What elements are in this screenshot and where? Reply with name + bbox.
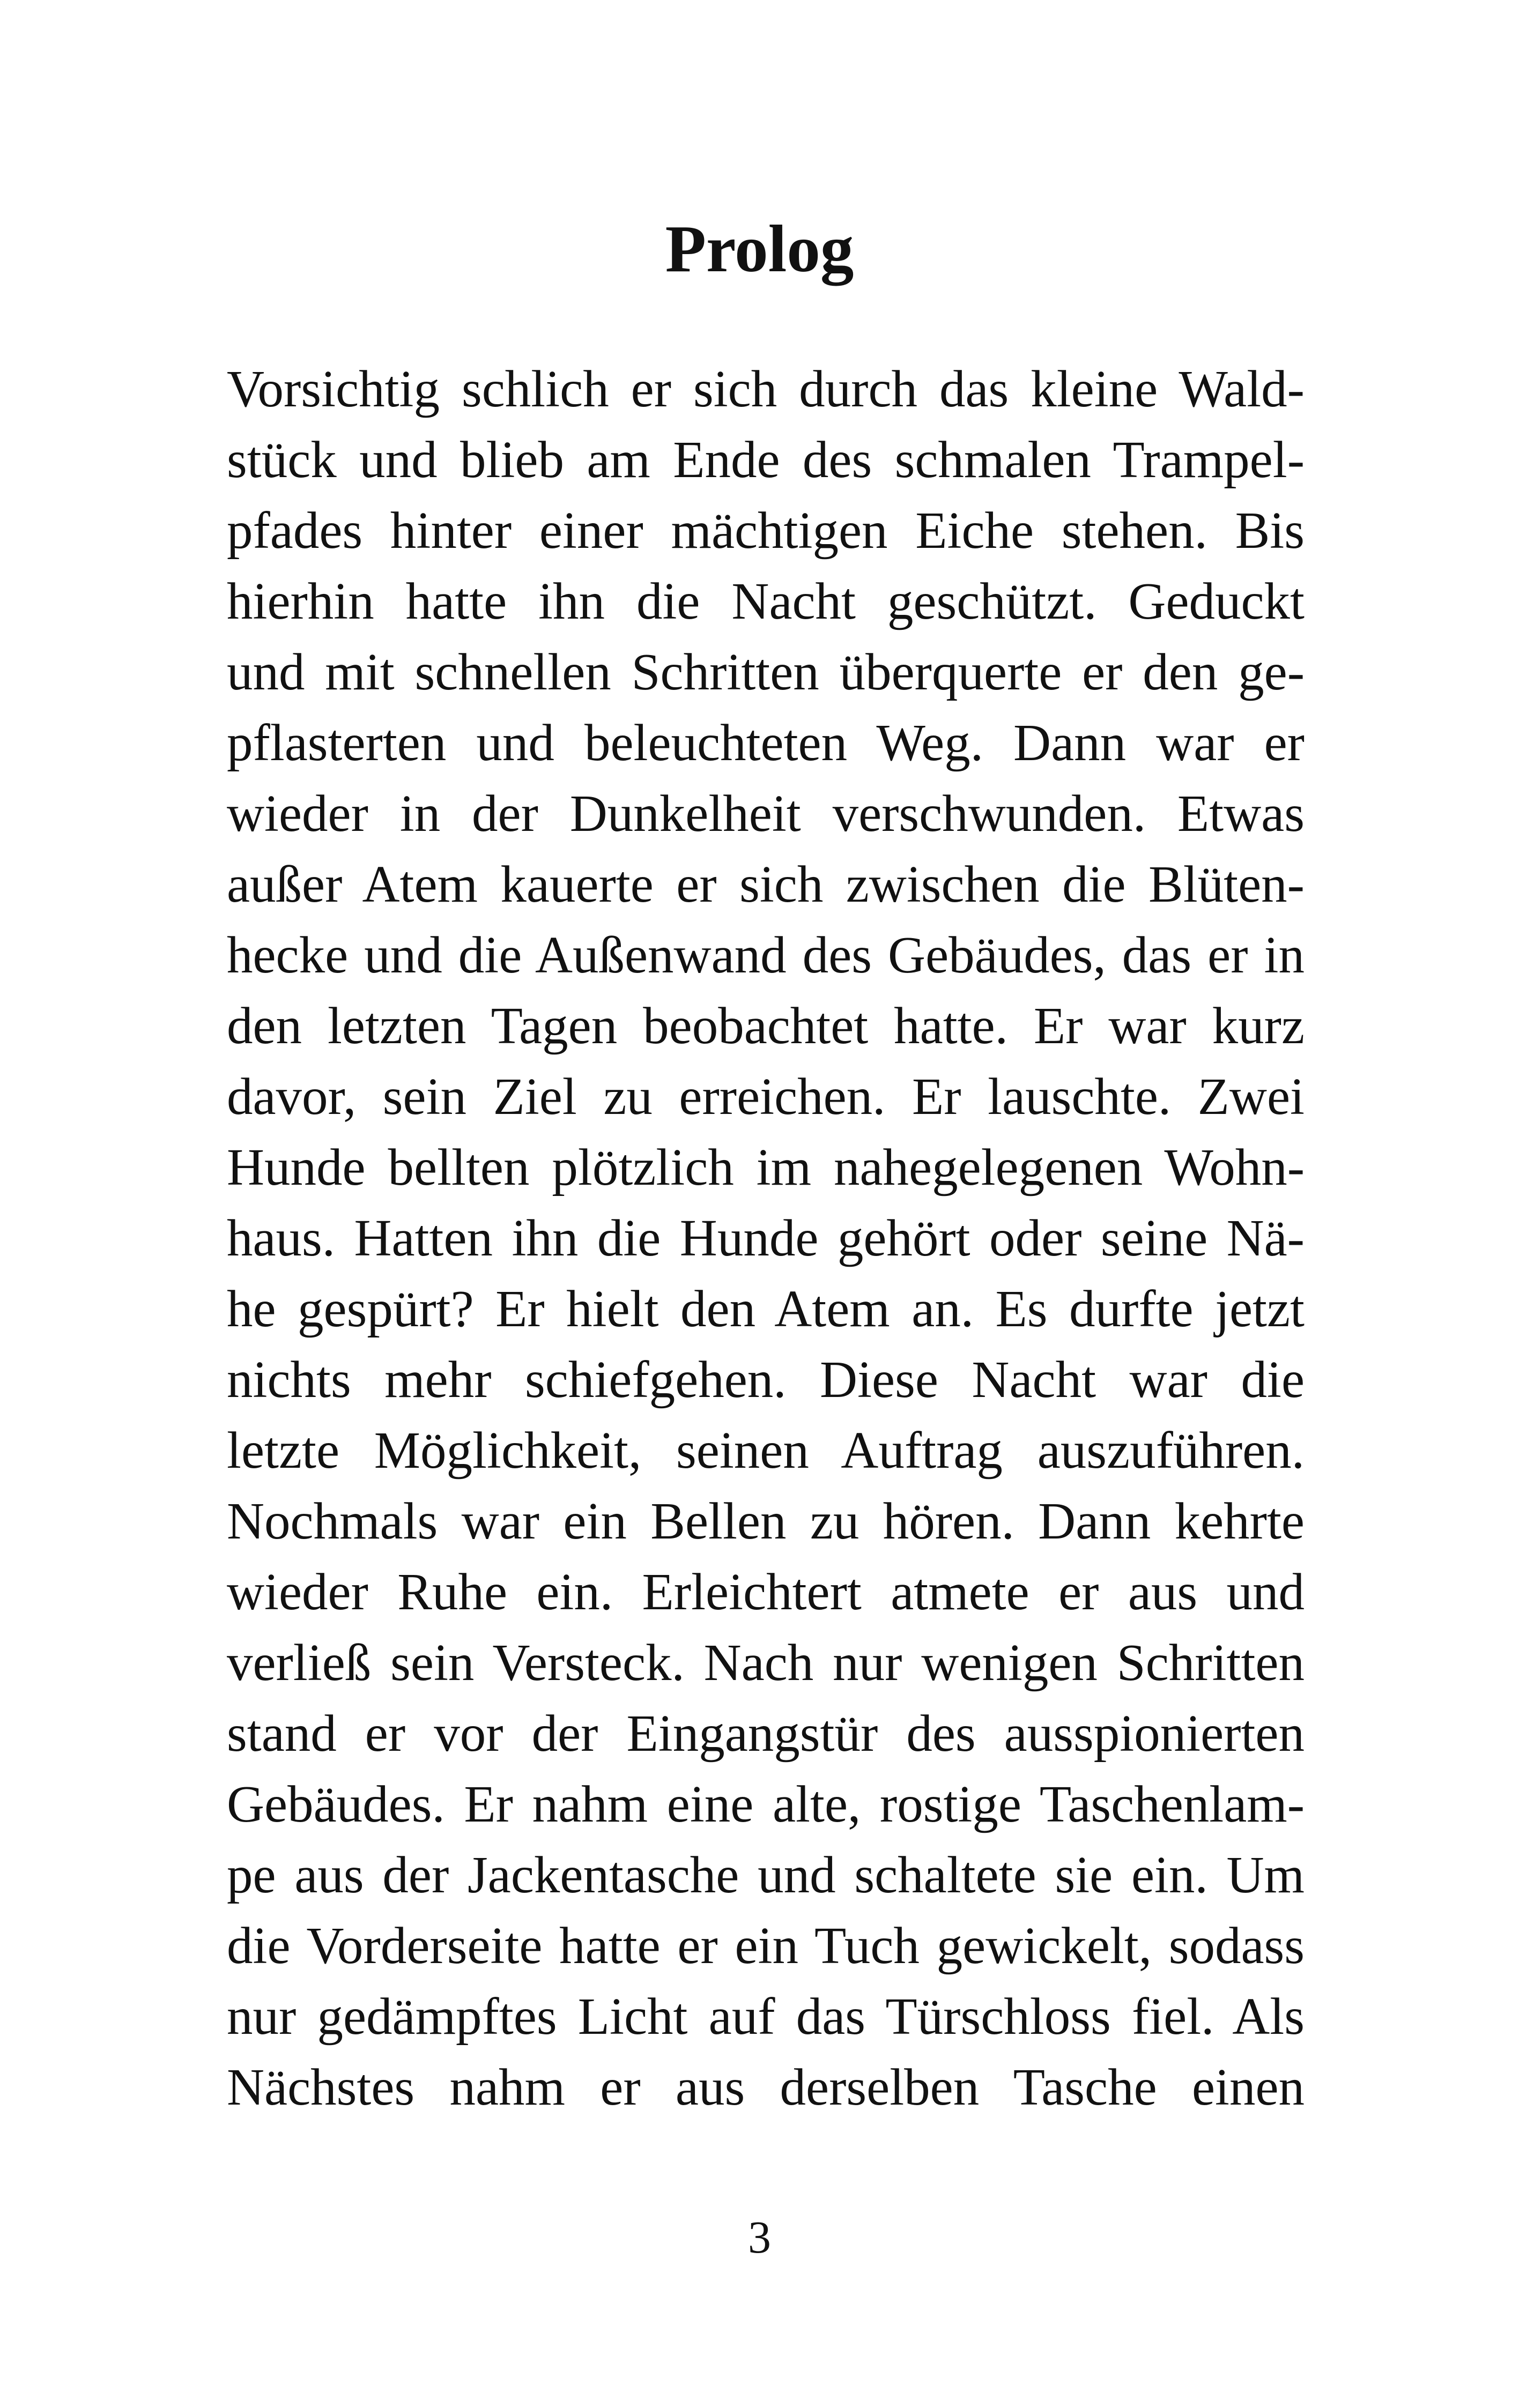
text-line: wieder Ruhe ein. Erleichtert atmete er aus und bbox=[227, 1563, 1305, 1621]
text-line: davor, sein Ziel zu erreichen. Er lauschte. Zwei bbox=[227, 1068, 1305, 1125]
text-line: verließ sein Versteck. Nach nur wenigen Schritten bbox=[227, 1634, 1305, 1691]
text-line: nur gedämpftes Licht auf das Türschloss fiel. Als bbox=[227, 1988, 1305, 2045]
text-line: pflasterten und beleuchteten Weg. Dann war er bbox=[227, 714, 1305, 771]
text-line: hierhin hatte ihn die Nacht geschützt. Geduckt bbox=[227, 573, 1305, 630]
text-line: Nochmals war ein Bellen zu hören. Dann kehrte bbox=[227, 1492, 1305, 1550]
chapter-body-text bbox=[227, 354, 1305, 2123]
text-line: haus. Hatten ihn die Hunde gehört oder seine Nä- bbox=[227, 1209, 1305, 1267]
page-number: 3 bbox=[748, 2211, 771, 2263]
text-line: pfades hinter einer mächtigen Eiche stehen. Bis bbox=[227, 502, 1305, 559]
text-line: nichts mehr schiefgehen. Diese Nacht war die bbox=[227, 1351, 1305, 1408]
text-line: den letzten Tagen beobachtet hatte. Er war kurz bbox=[227, 997, 1305, 1054]
chapter-title: Prolog bbox=[665, 212, 854, 286]
text-line: pe aus der Jackentasche und schaltete sie ein. Um bbox=[227, 1846, 1305, 1904]
text-line: he gespürt? Er hielt den Atem an. Es durfte jetzt bbox=[227, 1280, 1305, 1337]
text-line: wieder in der Dunkelheit verschwunden. Etwas bbox=[227, 785, 1305, 842]
text-line: und mit schnellen Schritten überquerte er den ge- bbox=[227, 643, 1305, 701]
text-line: die Vorderseite hatte er ein Tuch gewickelt, sodass bbox=[227, 1917, 1305, 1974]
text-line: Gebäudes. Er nahm eine alte, rostige Taschenlam- bbox=[227, 1775, 1305, 1833]
text-line: außer Atem kauerte er sich zwischen die Blüten- bbox=[227, 856, 1305, 913]
text-line: stück und blieb am Ende des schmalen Trampel- bbox=[227, 431, 1305, 488]
text-line: Vorsichtig schlich er sich durch das kleine Wald- bbox=[227, 360, 1305, 418]
text-line: Hunde bellten plötzlich im nahegelegenen Wohn- bbox=[227, 1139, 1305, 1196]
text-line: Nächstes nahm er aus derselben Tasche einen bbox=[227, 2058, 1305, 2116]
text-line: hecke und die Außenwand des Gebäudes, das er in bbox=[227, 926, 1305, 984]
text-line: letzte Möglichkeit, seinen Auftrag auszuführen. bbox=[227, 1422, 1305, 1479]
text-line: stand er vor der Eingangstür des ausspionierten bbox=[227, 1705, 1305, 1762]
